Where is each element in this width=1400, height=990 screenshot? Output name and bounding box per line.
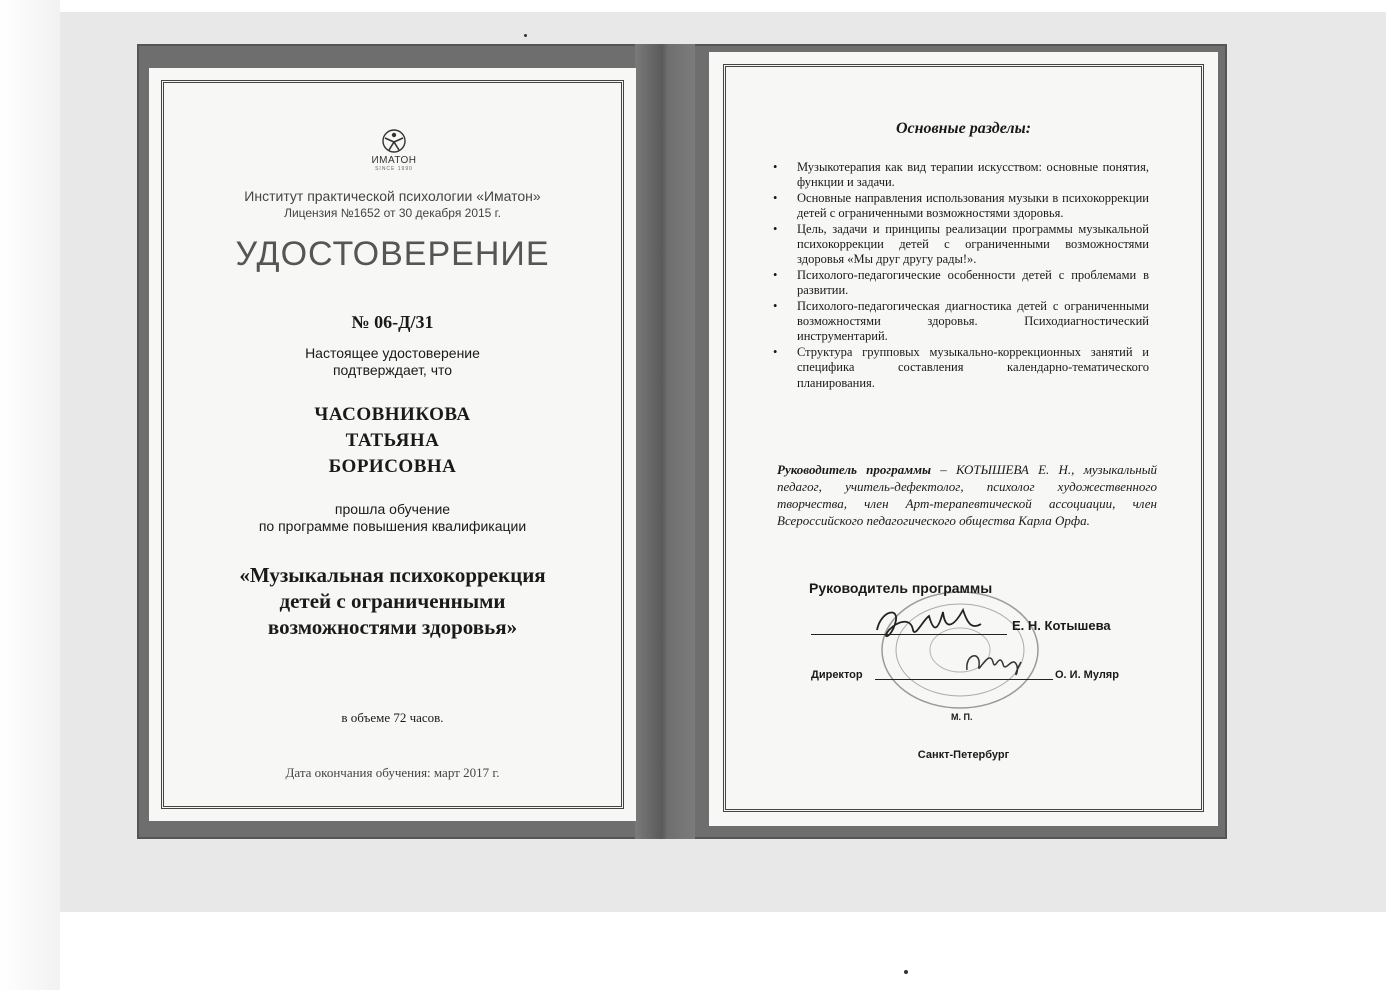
person-surname: ЧАСОВНИКОВА: [314, 404, 471, 425]
certificate-right-page: [709, 52, 1218, 826]
trained-line: прошла обучение: [334, 501, 451, 517]
section-item: • Музыкотерапия как вид терапии искусством: основные понятия, функции и задачи.: [773, 160, 1149, 191]
certificate-left-page: [149, 68, 636, 821]
trained-line: по программе повышения квалификации: [258, 518, 527, 534]
director-label: Директор: [811, 669, 863, 681]
leader-description: – КОТЫШЕВА Е. Н., музыкальный педагог, учитель-дефектолог, психолог художественного творчества, член Арт-терапевтической ассоциации, член Всероссийского педагогического общества Карла Орфа.: [777, 462, 1158, 528]
person-patronymic: БОРИСОВНА: [328, 456, 457, 477]
stamp-mark: М. П.: [951, 712, 973, 722]
person-first-name: ТАТЬЯНА: [345, 430, 440, 451]
signature-label: Руководитель программы: [809, 580, 993, 596]
certificate-intro: [149, 345, 636, 379]
director-signature: [959, 640, 1029, 684]
logo-name: ИМАТОН: [371, 155, 417, 166]
program-leader-info: [777, 461, 1157, 529]
training-statement: [149, 501, 636, 535]
hours-volume: в объеме 72 часов.: [341, 710, 444, 725]
certificate-title: УДОСТОВЕРЕНИЕ: [235, 235, 550, 273]
scan-speck: [524, 34, 527, 37]
sections-heading: Основные разделы:: [895, 120, 1032, 137]
imaton-emblem-icon: [377, 128, 411, 154]
director-name: О. И. Муляр: [1055, 669, 1119, 681]
program-title: [149, 562, 636, 640]
program-line: «Музыкальная психокоррекция: [239, 563, 546, 587]
license-text: Лицензия №1652 от 30 декабря 2015 г.: [284, 206, 501, 220]
section-item: • Психолого-педагогическая диагностика детей с ограниченными возможностями здоровья. Психодиагностический инструментарий.: [773, 299, 1149, 345]
intro-line: Настоящее удостоверение: [305, 345, 480, 361]
program-line: возможностями здоровья»: [267, 615, 518, 639]
logo-since: SINCE 1990: [375, 166, 413, 172]
section-item: • Психолого-педагогические особенности детей с проблемами в развитии.: [773, 268, 1149, 299]
institute-name: Институт практической психологии «Иматон»: [244, 188, 541, 204]
leader-label: Руководитель программы: [777, 462, 932, 477]
scan-edge: [0, 0, 60, 990]
section-item: • Основные направления использования музыки в психокоррекции детей с ограниченными возможностями здоровья.: [773, 191, 1149, 222]
end-date: Дата окончания обучения: март 2017 г.: [285, 765, 500, 780]
city: Санкт-Петербург: [917, 749, 1010, 761]
certificate-spine: [635, 44, 695, 839]
person-name: [149, 402, 636, 480]
program-line: детей с ограниченными: [279, 589, 506, 613]
certificate-number: № 06-Д/31: [351, 312, 434, 332]
scan-speck: [904, 970, 908, 974]
leader-name: Е. Н. Котышева: [1012, 618, 1111, 633]
sections-list: [773, 160, 1149, 391]
imaton-logo: [354, 128, 434, 172]
section-item: • Цель, задачи и принципы реализации программы музыкальной психокоррекции детей с ограниченными возможностями здоровья «Мы друг другу рады!».: [773, 222, 1149, 268]
intro-line: подтверждает, что: [332, 362, 453, 378]
section-item: • Структура групповых музыкально-коррекционных занятий и специфика составления календарно-тематического планирования.: [773, 345, 1149, 391]
